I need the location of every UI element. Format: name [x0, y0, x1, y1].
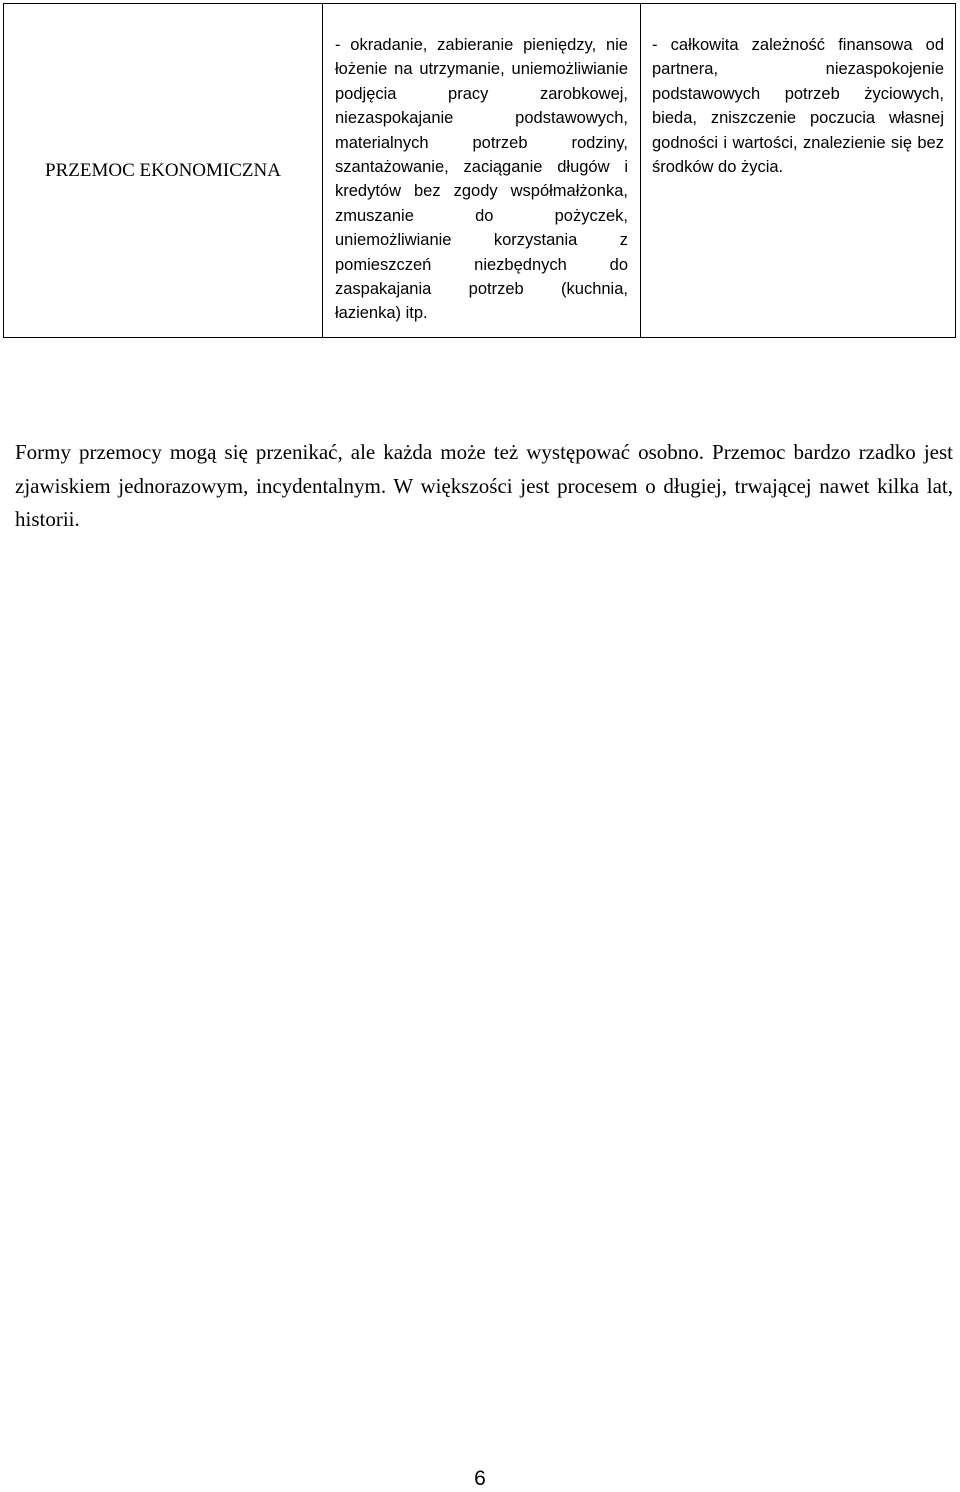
violence-effects-cell — [640, 4, 955, 337]
violence-description-text: - okradanie, zabieranie pieniędzy, nie łożenie na utrzymanie, uniemożliwianie podjęcia pracy zarobkowej, niezaspokajanie podstawowych, materialnych potrzeb rodziny, szantażowanie, zaciąganie długów i kredytów bez zgody współmałżonka, zmuszanie do pożyczek, uniemożliwianie korzystania z pomieszczeń niezbędnych do zaspakajania potrzeb (kuchnia, łazienka) itp. — [335, 36, 628, 323]
violence-type-label: PRZEMOC EKONOMICZNA — [45, 159, 281, 181]
page-number: 6 — [474, 1467, 486, 1490]
body-paragraph: Formy przemocy mogą się przenikać, ale każda może też występować osobno. Przemoc bardzo rzadko jest zjawiskiem jednorazowym, incydentalnym. W większości jest procesem o długiej, trwającej nawet kilka lat, historii. — [15, 440, 953, 531]
violence-effects-text: - całkowita zależność finansowa od partnera, niezaspokojenie podstawowych potrzeb życiowych, bieda, zniszczenie poczucia własnej godności i wartości, znalezienie się bez środków do życia. — [652, 36, 944, 177]
violence-description-cell — [322, 4, 640, 337]
violence-type-cell — [4, 4, 322, 337]
violence-table — [3, 3, 956, 338]
